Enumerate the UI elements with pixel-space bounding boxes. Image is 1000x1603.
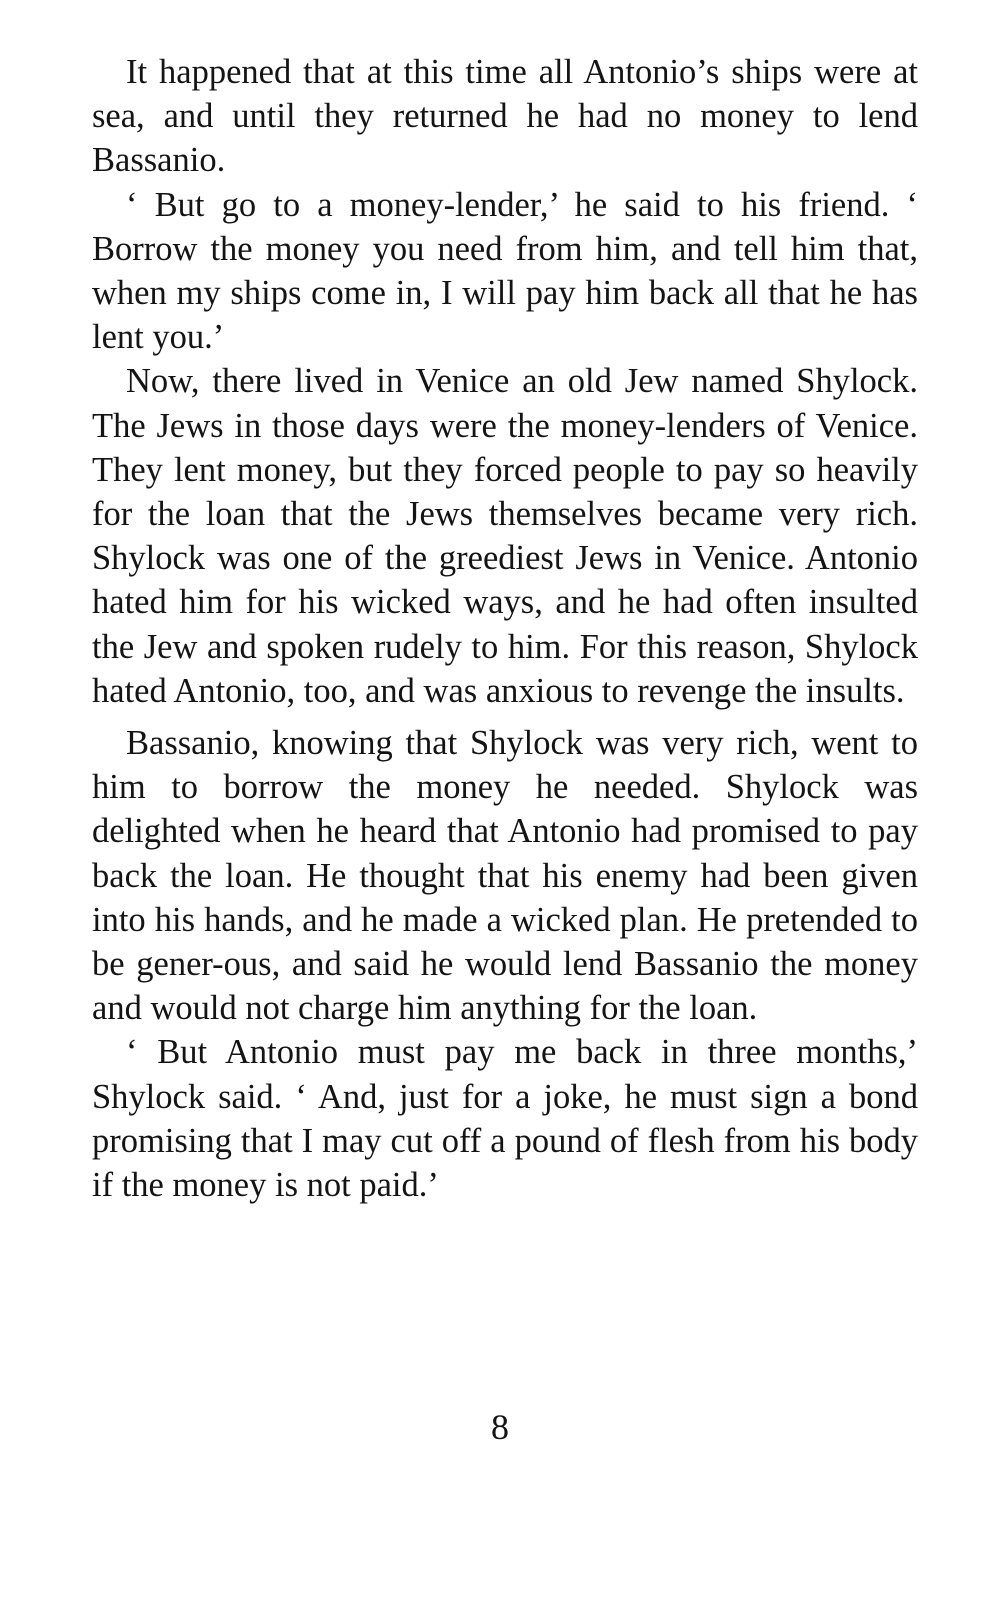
paragraph-2: ‘ But go to a money-lender,’ he said to his friend. ‘ Borrow the money you need from him, and tell him that, when my ships come in, I will pay him back all that he has lent you.’ bbox=[92, 185, 918, 357]
page-number: 8 bbox=[491, 1407, 509, 1447]
body-text bbox=[92, 50, 918, 1207]
paragraph-3: Now, there lived in Venice an old Jew named Shylock. The Jews in those days were the money-lenders of Venice. They lent money, but they forced people to pay so heavily for the loan that the Jews themselves became very rich. Shylock was one of the greediest Jews in Venice. Antonio hated him for his wicked ways, and he had often insulted the Jew and spoken rudely to him. For this reason, Shylock hated Antonio, too, and was anxious to revenge the insults. bbox=[92, 362, 918, 710]
paragraph-4: Bassanio, knowing that Shylock was very rich, went to him to borrow the money he needed. Shylock was delighted when he heard that Antonio had promised to pay back the loan. He thought that his enemy had been given into his hands, and he made a wicked plan. He pretended to be gener-ous, and said he would lend Bassanio the money and would not charge him anything for the loan. bbox=[92, 724, 918, 1028]
paragraph-5: ‘ But Antonio must pay me back in three months,’ Shylock said. ‘ And, just for a joke, he must sign a bond promising that I may cut off a pound of flesh from his body if the money is not paid.’ bbox=[92, 1033, 918, 1205]
paragraph-1: It happened that at this time all Antonio’s ships were at sea, and until they returned he had no money to lend Bassanio. bbox=[92, 53, 918, 180]
